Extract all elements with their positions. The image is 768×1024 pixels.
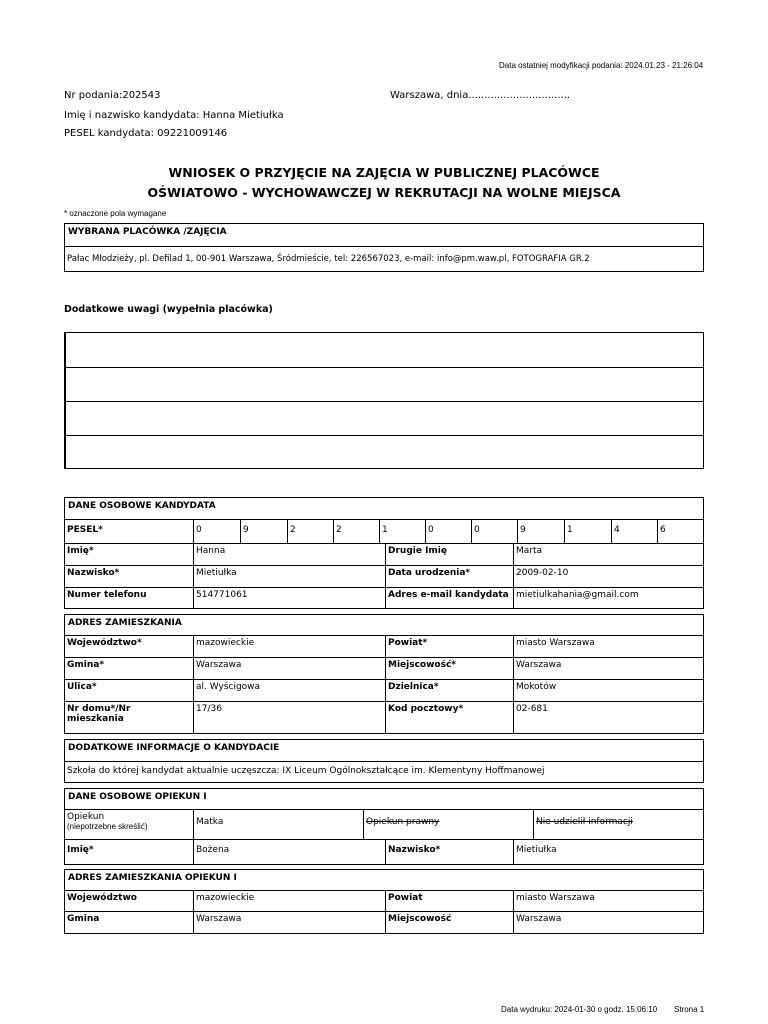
guardian-first-name-value: Bożena [193, 840, 385, 864]
guardian-label-text: Opiekun [67, 812, 105, 822]
remarks-line[interactable] [66, 401, 703, 435]
pesel-digit: 9 [517, 520, 564, 543]
postal-code-label: Kod pocztowy* [385, 702, 513, 733]
pesel-digit: 4 [611, 520, 657, 543]
guardian-commune-label: Gmina [67, 914, 100, 924]
guardian-heading: DANE OSOBOWE OPIEKUN I [68, 792, 207, 802]
current-school: Szkoła do której kandydat aktualnie uczęszcza: IX Liceum Ogólnokształcące im. Klementyny Hoffmanowej [67, 766, 545, 776]
guardian-option-legal[interactable]: Opiekun prawny [363, 810, 533, 839]
additional-info-box [64, 739, 704, 783]
pesel-digit: 6 [657, 520, 703, 543]
guardian-voivodeship-value: mazowieckie [193, 891, 385, 911]
personal-data-heading: DANE OSOBOWE KANDYDATA [68, 501, 216, 511]
pesel-digit: 0 [425, 520, 471, 543]
county-value: miasto Warszawa [513, 636, 703, 657]
town-label: Miejscowość* [385, 658, 513, 679]
remarks-heading: Dodatkowe uwagi (wypełnia placówka) [64, 304, 273, 315]
remarks-box[interactable] [64, 332, 704, 469]
remarks-line[interactable] [66, 367, 703, 401]
surname-value: Mietiułka [193, 566, 385, 587]
county-label: Powiat* [385, 636, 513, 657]
guardian-box [64, 788, 704, 865]
pesel-label: PESEL* [67, 525, 103, 535]
remarks-line[interactable] [66, 333, 703, 367]
form-title-line1: WNIOSEK O PRZYJĘCIE NA ZAJĘCIA W PUBLICZNEJ PLACÓWCE [168, 165, 600, 180]
guardian-town-value: Warszawa [513, 912, 703, 933]
street-value: al. Wyścigowa [193, 680, 385, 701]
pesel-digit: 0 [471, 520, 517, 543]
pesel-digit: 9 [240, 520, 287, 543]
guardian-option-mother[interactable]: Matka [193, 810, 363, 839]
page-number: Strona 1 [674, 1005, 705, 1014]
guardian-label-note: (niepotrzebne skreślić) [67, 822, 148, 831]
first-name-value: Hanna [193, 544, 385, 565]
candidate-name-line: Imię i nazwisko kandydata: Hanna Mietiułka [64, 110, 284, 121]
postal-code-value: 02-681 [513, 702, 703, 733]
guardian-option-no-info[interactable]: Nie udzielił informacji [533, 810, 703, 839]
additional-info-heading: DODATKOWE INFORMACJE O KANDYDACIE [68, 743, 280, 753]
application-number: Nr podania:202543 [64, 90, 161, 101]
pesel-row [65, 519, 703, 543]
place-date: Warszawa, dnia................................ [390, 90, 571, 101]
town-value: Warszawa [513, 658, 703, 679]
house-number-label-line2: mieszkania [67, 714, 124, 724]
address-box [64, 614, 704, 734]
pesel-digit: 1 [564, 520, 611, 543]
first-name-label: Imię* [67, 546, 94, 556]
required-note: * oznaczone pola wymagane [64, 209, 167, 218]
commune-value: Warszawa [193, 658, 385, 679]
guardian-commune-value: Warszawa [193, 912, 385, 933]
birth-date-label: Data urodzenia* [385, 566, 513, 587]
guardian-county-value: miasto Warszawa [513, 891, 703, 911]
house-number-label [65, 702, 193, 733]
phone-value: 514771061 [193, 588, 385, 609]
email-label: Adres e-mail kandydata [385, 588, 513, 609]
guardian-town-label: Miejscowość [385, 912, 513, 933]
email-value: mietiulkahania@gmail.com [513, 588, 703, 609]
second-name-label: Drugie Imię [385, 544, 513, 565]
pesel-digit: 0 [193, 520, 240, 543]
street-label: Ulica* [67, 682, 97, 692]
candidate-pesel-line: PESEL kandydata: 09221009146 [64, 128, 228, 139]
print-date: Data wydruku: 2024-01-30 o godz. 15:06:10 [501, 1005, 658, 1014]
pesel-digit: 2 [333, 520, 379, 543]
selected-facility-heading: WYBRANA PLACÓWKA /ZAJĘCIA [68, 227, 227, 237]
form-title-line2: OŚWIATOWO - WYCHOWAWCZEJ W REKRUTACJI NA WOLNE MIEJSCA [147, 185, 621, 200]
remarks-line[interactable] [66, 435, 703, 469]
pesel-digit: 2 [287, 520, 333, 543]
birth-date-value: 2009-02-10 [513, 566, 703, 587]
surname-label: Nazwisko* [67, 568, 120, 578]
personal-data-box [64, 497, 704, 609]
district-label: Dzielnica* [385, 680, 513, 701]
guardian-address-box [64, 869, 704, 934]
commune-label: Gmina* [67, 660, 105, 670]
guardian-address-heading: ADRES ZAMIESZKANIA OPIEKUN I [68, 873, 237, 883]
guardian-voivodeship-label: Województwo [67, 893, 137, 903]
guardian-surname-value: Mietiułka [513, 840, 703, 864]
last-modified: Data ostatniej modyfikacji podania: 2024.01.23 - 21:26:04 [499, 61, 704, 70]
pesel-digit: 1 [379, 520, 425, 543]
selected-facility-box [64, 223, 704, 272]
voivodeship-label: Województwo* [67, 638, 142, 648]
guardian-label [65, 810, 193, 839]
address-heading: ADRES ZAMIESZKANIA [68, 618, 182, 628]
phone-label: Numer telefonu [67, 590, 147, 600]
guardian-county-label: Powiat [385, 891, 513, 911]
district-value: Mokotów [513, 680, 703, 701]
guardian-surname-label: Nazwisko* [385, 840, 513, 864]
selected-facility-value: Pałac Młodzieży, pl. Defilad 1, 00-901 Warszawa, Śródmieście, tel: 226567023, e-mail: info@pm.waw.pl, FOTOGRAFIA GR.2 [67, 254, 590, 264]
second-name-value: Marta [513, 544, 703, 565]
voivodeship-value: mazowieckie [193, 636, 385, 657]
house-number-label-line1: Nr domu*/Nr [67, 704, 131, 714]
house-number-value: 17/36 [193, 702, 385, 733]
guardian-first-name-label: Imię* [67, 845, 94, 855]
